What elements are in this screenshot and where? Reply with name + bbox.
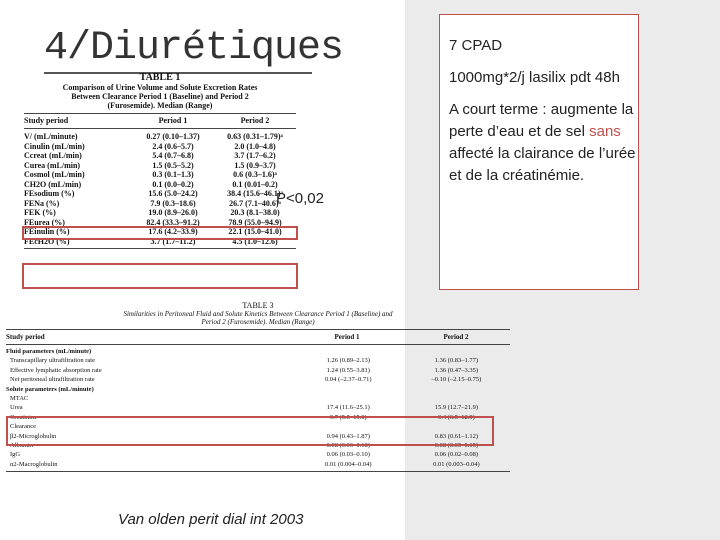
table-1-cell: 3.7 (1.7–11.2) xyxy=(150,236,196,246)
table-3-cell: 0.08 (0.05–0.15) xyxy=(434,441,479,449)
table-3-body xyxy=(6,345,510,469)
table-3-row xyxy=(6,356,510,365)
fe-bottom-highlight-box xyxy=(22,263,298,289)
citation: Van olden perit dial int 2003 xyxy=(118,511,304,528)
table-3-caption-title: TABLE 3 xyxy=(242,301,274,310)
table-3-caption-line: Similarities in Peritoneal Fluid and Solute Kinetics Between Clearance Period 1 (Baseline) and xyxy=(123,310,393,318)
notes-line-2: 1000mg*2/j lasilix pdt 48h xyxy=(449,69,620,86)
table-3-cell: 0.08 (0.06–0.18) xyxy=(326,441,370,449)
table-1-cell: 78.9 (55.0–94.9) xyxy=(228,217,282,227)
table-3-caption-line: Period 2 (Furosemide). Median (Range) xyxy=(201,318,315,326)
table-1 xyxy=(24,72,296,249)
table-3-bottom-rule xyxy=(6,471,510,472)
table-1-cell: 3.7 (1.7–6.2) xyxy=(234,151,276,160)
table-3-header-period-2: Period 2 xyxy=(443,333,469,341)
table-1-header-study-period: Study period xyxy=(24,116,69,125)
table-3-cell: 15.9 (12.7–21.9) xyxy=(434,404,479,412)
table-1-cell: 1.5 (0.5–5.2) xyxy=(152,160,194,170)
table-3 xyxy=(6,301,510,472)
table-3-header-period-1: Period 1 xyxy=(334,333,360,341)
table-3-header-row xyxy=(6,330,510,344)
mtac-highlight-box xyxy=(6,416,494,446)
table-1-row xyxy=(24,208,296,218)
table-3-cell: 0.04 (–2.37–0.71) xyxy=(325,376,372,384)
table-3-cell xyxy=(403,394,510,403)
table-1-row-label: FENa (%) xyxy=(24,198,60,208)
table-3-row-label: Urea xyxy=(10,404,23,412)
table-3-cell: 17.4 (11.6–25.1) xyxy=(326,404,370,412)
table-3-cell: 9.7 (5.5–15.0) xyxy=(329,413,367,421)
table-3-row xyxy=(6,375,510,384)
fe-na-highlight-box xyxy=(22,226,298,240)
table-3-cell: 1.36 (0.47–3.35) xyxy=(434,366,479,374)
table-1-caption-line: (Furosemide). Median (Range) xyxy=(107,101,213,110)
table-3-cell: 9.4 (6.5–12.9) xyxy=(438,413,475,421)
table-3-cell xyxy=(294,394,403,403)
table-3-cell: 1.24 (0.55–3.81) xyxy=(326,366,370,374)
table-1-row-label: FEsodium (%) xyxy=(24,189,75,198)
slide-title: 4/Diurétiques xyxy=(44,26,344,71)
table-1-row-label: Curea (mL/min) xyxy=(24,160,81,170)
table-3-row xyxy=(6,394,510,403)
table-1-header-period-1: Period 1 xyxy=(158,116,188,125)
notes-line-3-prefix: A court terme : augmente la perte d’eau et de sel xyxy=(449,101,634,140)
table-1-cell: 0.1 (0.01–0.2) xyxy=(232,179,278,189)
table-3-cell: 0.01 (0.004–0.04) xyxy=(325,460,372,468)
table-1-row xyxy=(24,170,296,180)
table-1-row xyxy=(24,199,296,209)
table-1-row xyxy=(24,161,296,171)
table-1-row-label: V/ (mL/minute) xyxy=(24,132,78,141)
table-1-row xyxy=(24,180,296,190)
table-3-row xyxy=(6,385,510,394)
table-1-cell: 82.4 (33.3–91.2) xyxy=(146,217,200,227)
table-1-row-label: FEcH2O (%) xyxy=(24,236,70,246)
table-1-row xyxy=(24,151,296,161)
table-1-cell: 5.4 (0.7–6.8) xyxy=(152,151,194,160)
table-3-cell: 0.06 (0.03–0.10) xyxy=(326,451,370,459)
notes-line-1: 7 CPAD xyxy=(449,37,503,54)
table-3-row-label: Albumin xyxy=(10,441,34,449)
table-1-header-row xyxy=(24,114,296,128)
table-1-caption-line: Between Clearance Period 1 (Baseline) and Period 2 xyxy=(71,92,249,101)
table-1-cell: 15.6 (5.0–24.2) xyxy=(148,189,198,198)
table-3-cell xyxy=(292,347,402,356)
table-3-cell: 0.83 (0.61–1.12) xyxy=(434,432,479,440)
table-3-row-label: Fluid parameters (mL/minute) xyxy=(6,348,92,355)
table-3-cell: 0.06 (0.02–0.08) xyxy=(434,451,479,459)
table-3-row-label: Creatinine xyxy=(10,413,38,421)
table-1-cell: 38.4 (15.6–46.1)ᵃ xyxy=(227,189,283,198)
table-1-cell: 0.63 (0.31–1.79)ᵃ xyxy=(227,132,283,141)
table-1-cell: 4.5 (1.0–12.6) xyxy=(232,236,278,246)
table-1-row-label: Cosmol (mL/min) xyxy=(24,170,85,179)
table-3-row-label: Effective lymphatic absorption rate xyxy=(10,366,102,374)
table-3-cell: –0.10 (–2.15–0.75) xyxy=(431,376,482,384)
table-1-caption-title: TABLE 1 xyxy=(139,72,181,83)
table-1-cell: 22.1 (15.0–41.0) xyxy=(228,227,282,236)
table-1-bottom-rule xyxy=(24,248,296,249)
notes-box xyxy=(439,14,639,290)
table-3-row-label: Solute parameters (mL/minute) xyxy=(6,385,94,393)
table-1-row-label: FEK (%) xyxy=(24,208,56,217)
table-3-cell: 0.01 (0.003–0.04) xyxy=(433,460,480,468)
table-1-cell: 0.6 (0.3–1.6)ᵃ xyxy=(233,170,277,179)
table-3-row xyxy=(6,403,510,412)
table-3-row xyxy=(6,347,510,356)
table-3-row-label: α2-Macroglobulin xyxy=(10,460,58,468)
notes-line-3 xyxy=(449,99,638,187)
table-3-row-label: Net peritoneal ultrafiltration rate xyxy=(10,376,95,384)
table-1-cell: 19.0 (8.9–26.0) xyxy=(148,208,198,217)
table-1-row-label: Cinulin (mL/min) xyxy=(24,141,85,151)
table-3-cell xyxy=(402,347,510,356)
table-3-row xyxy=(6,450,510,459)
table-1-row-label: CH2O (mL/min) xyxy=(24,179,82,189)
table-3-row-label: MTAC xyxy=(10,394,29,402)
notes-line-3-suffix: affecté la clairance de l’urée et de la créatinémie. xyxy=(449,145,636,184)
notes-highlight-word: sans xyxy=(589,123,621,140)
table-1-cell: 2.0 (1.0–4.8) xyxy=(234,141,276,151)
table-1-caption-line: Comparison of Urine Volume and Solute Excretion Rates xyxy=(62,83,258,92)
table-1-cell: 0.3 (0.1–1.3) xyxy=(152,170,194,179)
table-3-row-label: β2-Microglobulin xyxy=(10,432,57,440)
table-3-header-study-period: Study period xyxy=(6,333,45,341)
table-3-cell: 1.36 (0.83–1.77) xyxy=(434,357,479,365)
table-3-row xyxy=(6,460,510,469)
table-1-row-label: FEinulin (%) xyxy=(24,227,70,236)
table-3-cell: 1.26 (0.89–2.13) xyxy=(326,357,370,365)
table-3-cell xyxy=(402,385,510,394)
table-1-cell: 2.4 (0.6–5.7) xyxy=(152,141,194,151)
table-1-row-label: Ccreat (mL/min) xyxy=(24,151,82,160)
table-1-row xyxy=(24,142,296,152)
table-1-cell: 17.6 (4.2–33.9) xyxy=(148,227,198,236)
table-1-cell: 7.9 (0.3–18.6) xyxy=(150,198,196,208)
table-3-row xyxy=(6,366,510,375)
table-1-row xyxy=(24,189,296,199)
table-1-cell: 26.7 (7.1–40.6)ᵃ xyxy=(229,198,281,208)
table-1-cell: 1.5 (0.9–3.7) xyxy=(234,160,276,170)
table-1-cell: 0.1 (0.0–0.2) xyxy=(152,179,194,189)
table-3-cell xyxy=(292,385,402,394)
table-1-row xyxy=(24,132,296,142)
table-1-header-period-2: Period 2 xyxy=(240,116,270,125)
p-value-label: P<0,02 xyxy=(276,190,324,207)
table-1-cell: 20.3 (8.1–38.0) xyxy=(230,208,280,217)
table-1-row-label: FEurea (%) xyxy=(24,217,65,227)
table-3-row-label: Transcapillary ultrafiltration rate xyxy=(10,357,95,365)
table-1-cell: 0.27 (0.10–1.37) xyxy=(146,132,200,141)
table-3-row-label: IgG xyxy=(10,451,21,459)
table-3-row-label: Clearance xyxy=(10,423,36,431)
table-3-cell: 0.94 (0.43–1.87) xyxy=(326,432,370,440)
